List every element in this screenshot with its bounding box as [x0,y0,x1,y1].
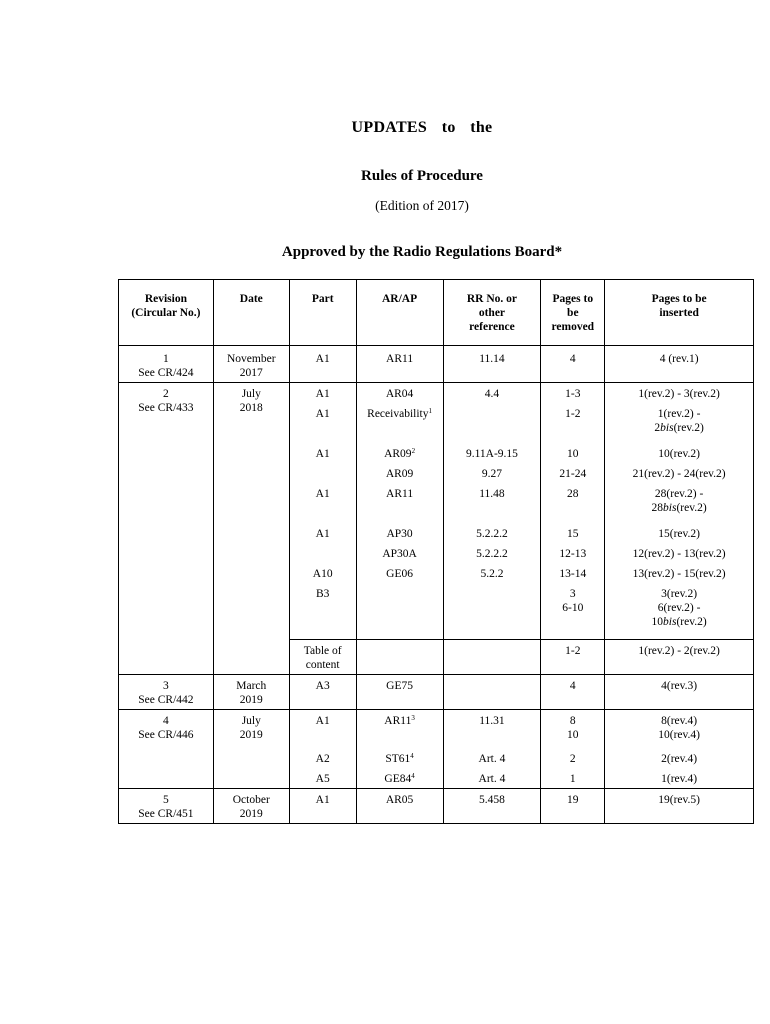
part-cell: A5 [289,768,356,789]
rr-cell [443,403,541,443]
header-pages-removed: Pages to be removed [541,280,605,346]
arap-text: GE84 [384,773,412,785]
inserted-text: 3(rev.2) [661,588,698,600]
inserted-cell: 1(rev.2) - 3(rev.2) [605,383,754,404]
revision-cell: 2 See CR/433 [119,383,214,675]
removed-cell: 3 6-10 [541,583,605,640]
inserted-text: 6(rev.2) - [657,602,701,614]
part-cell: A1 [289,789,356,824]
part-cell: A2 [289,748,356,768]
part-cell: A1 [289,383,356,404]
arap-cell: AR11 [356,483,443,523]
footnote-marker: 1 [428,407,432,415]
arap-cell: AP30A [356,543,443,563]
table-header-row [119,280,754,346]
updates-table [118,279,754,824]
header-pages-inserted: Pages to be inserted [605,280,754,346]
table-row [119,383,754,404]
inserted-text: (rev.2) [676,502,707,514]
arap-text: Receivability [367,408,429,420]
part-cell: A1 [289,346,356,383]
part-cell: A10 [289,563,356,583]
arap-cell [356,768,443,789]
inserted-text: 28 [651,502,664,514]
removed-cell: 4 [541,675,605,710]
arap-cell [356,710,443,749]
inserted-cell: 4(rev.3) [605,675,754,710]
rr-cell: 11.14 [443,346,541,383]
arap-text: ST61 [385,753,411,765]
footnote-marker: 4 [410,752,414,760]
revision-cell: 4 See CR/446 [119,710,214,789]
inserted-cell: 19(rev.5) [605,789,754,824]
inserted-cell: 13(rev.2) - 15(rev.2) [605,563,754,583]
arap-cell [356,443,443,463]
date-cell: November 2017 [213,346,289,383]
date-cell: October 2019 [213,789,289,824]
part-cell: A1 [289,483,356,523]
inserted-text: 10 [651,616,664,628]
rr-cell: Art. 4 [443,748,541,768]
table-row [119,789,754,824]
inserted-text: (rev.2) [673,422,704,434]
part-cell: A1 [289,403,356,443]
inserted-text: (rev.2) [676,616,707,628]
part-cell: A3 [289,675,356,710]
header-rr-reference: RR No. or other reference [443,280,541,346]
removed-cell: 4 [541,346,605,383]
part-cell [289,463,356,483]
date-cell: July 2019 [213,710,289,789]
arap-cell: AP30 [356,523,443,543]
rr-cell: 9.27 [443,463,541,483]
rr-cell: 11.31 [443,710,541,749]
rr-cell [443,675,541,710]
part-cell: A1 [289,523,356,543]
rr-cell: 5.2.2.2 [443,543,541,563]
inserted-text-italic: bis [663,502,677,514]
inserted-cell [605,483,754,523]
rr-cell [443,640,541,675]
header-revision: Revision (Circular No.) [119,280,214,346]
rr-cell: 5.2.2 [443,563,541,583]
rr-cell: 5.458 [443,789,541,824]
arap-cell: GE75 [356,675,443,710]
revision-cell: 1 See CR/424 [119,346,214,383]
edition-note: (Edition of 2017) [375,198,469,213]
footnote-marker: 3 [411,714,415,722]
inserted-cell: 2(rev.4) [605,748,754,768]
revision-cell: 5 See CR/451 [119,789,214,824]
rr-cell: 5.2.2.2 [443,523,541,543]
revision-cell: 3 See CR/442 [119,675,214,710]
part-cell: A1 [289,710,356,749]
arap-text: AR09 [384,448,412,460]
removed-cell: 1-2 [541,640,605,675]
document-title: UPDATES to the [351,119,493,136]
header-date: Date [213,280,289,346]
part-cell: B3 [289,583,356,640]
approval-heading: Approved by the Radio Regulations Board* [281,244,563,260]
arap-cell: AR04 [356,383,443,404]
date-cell: July 2018 [213,383,289,675]
rr-cell: Art. 4 [443,768,541,789]
arap-cell [356,640,443,675]
rr-cell: 9.11A-9.15 [443,443,541,463]
inserted-cell: 21(rev.2) - 24(rev.2) [605,463,754,483]
inserted-text-italic: bis [663,616,677,628]
table-row [119,675,754,710]
inserted-cell: 12(rev.2) - 13(rev.2) [605,543,754,563]
inserted-cell [605,403,754,443]
arap-cell [356,403,443,443]
removed-cell: 28 [541,483,605,523]
arap-cell: AR05 [356,789,443,824]
removed-cell: 10 [541,443,605,463]
removed-cell: 1-2 [541,403,605,443]
inserted-cell: 15(rev.2) [605,523,754,543]
date-cell: March 2019 [213,675,289,710]
part-cell: Table of content [289,640,356,675]
inserted-cell: 4 (rev.1) [605,346,754,383]
removed-cell: 21-24 [541,463,605,483]
removed-cell: 15 [541,523,605,543]
arap-cell [356,583,443,640]
part-cell [289,543,356,563]
table-row [119,346,754,383]
removed-cell: 1 [541,768,605,789]
header-arap: AR/AP [356,280,443,346]
arap-cell: GE06 [356,563,443,583]
inserted-cell: 1(rev.4) [605,768,754,789]
rr-cell: 11.48 [443,483,541,523]
arap-cell: AR09 [356,463,443,483]
removed-cell: 19 [541,789,605,824]
footnote-marker: 4 [411,772,415,780]
removed-cell: 2 [541,748,605,768]
arap-text: AR11 [384,715,412,727]
removed-cell: 8 10 [541,710,605,749]
inserted-cell [605,583,754,640]
removed-cell: 12-13 [541,543,605,563]
rr-cell: 4.4 [443,383,541,404]
inserted-text-italic: bis [660,422,674,434]
footnote-marker: 2 [411,447,416,455]
inserted-text: 1(rev.2) - [657,408,701,420]
inserted-cell: 1(rev.2) - 2(rev.2) [605,640,754,675]
document-subtitle: Rules of Procedure [361,168,483,184]
arap-cell: AR11 [356,346,443,383]
inserted-text: 28(rev.2) - [654,488,704,500]
header-part: Part [289,280,356,346]
rr-cell [443,583,541,640]
inserted-cell: 8(rev.4) 10(rev.4) [605,710,754,749]
arap-cell [356,748,443,768]
part-cell: A1 [289,443,356,463]
inserted-cell: 10(rev.2) [605,443,754,463]
table-row [119,710,754,749]
inserted-text: 2 [654,422,661,434]
removed-cell: 1-3 [541,383,605,404]
removed-cell: 13-14 [541,563,605,583]
